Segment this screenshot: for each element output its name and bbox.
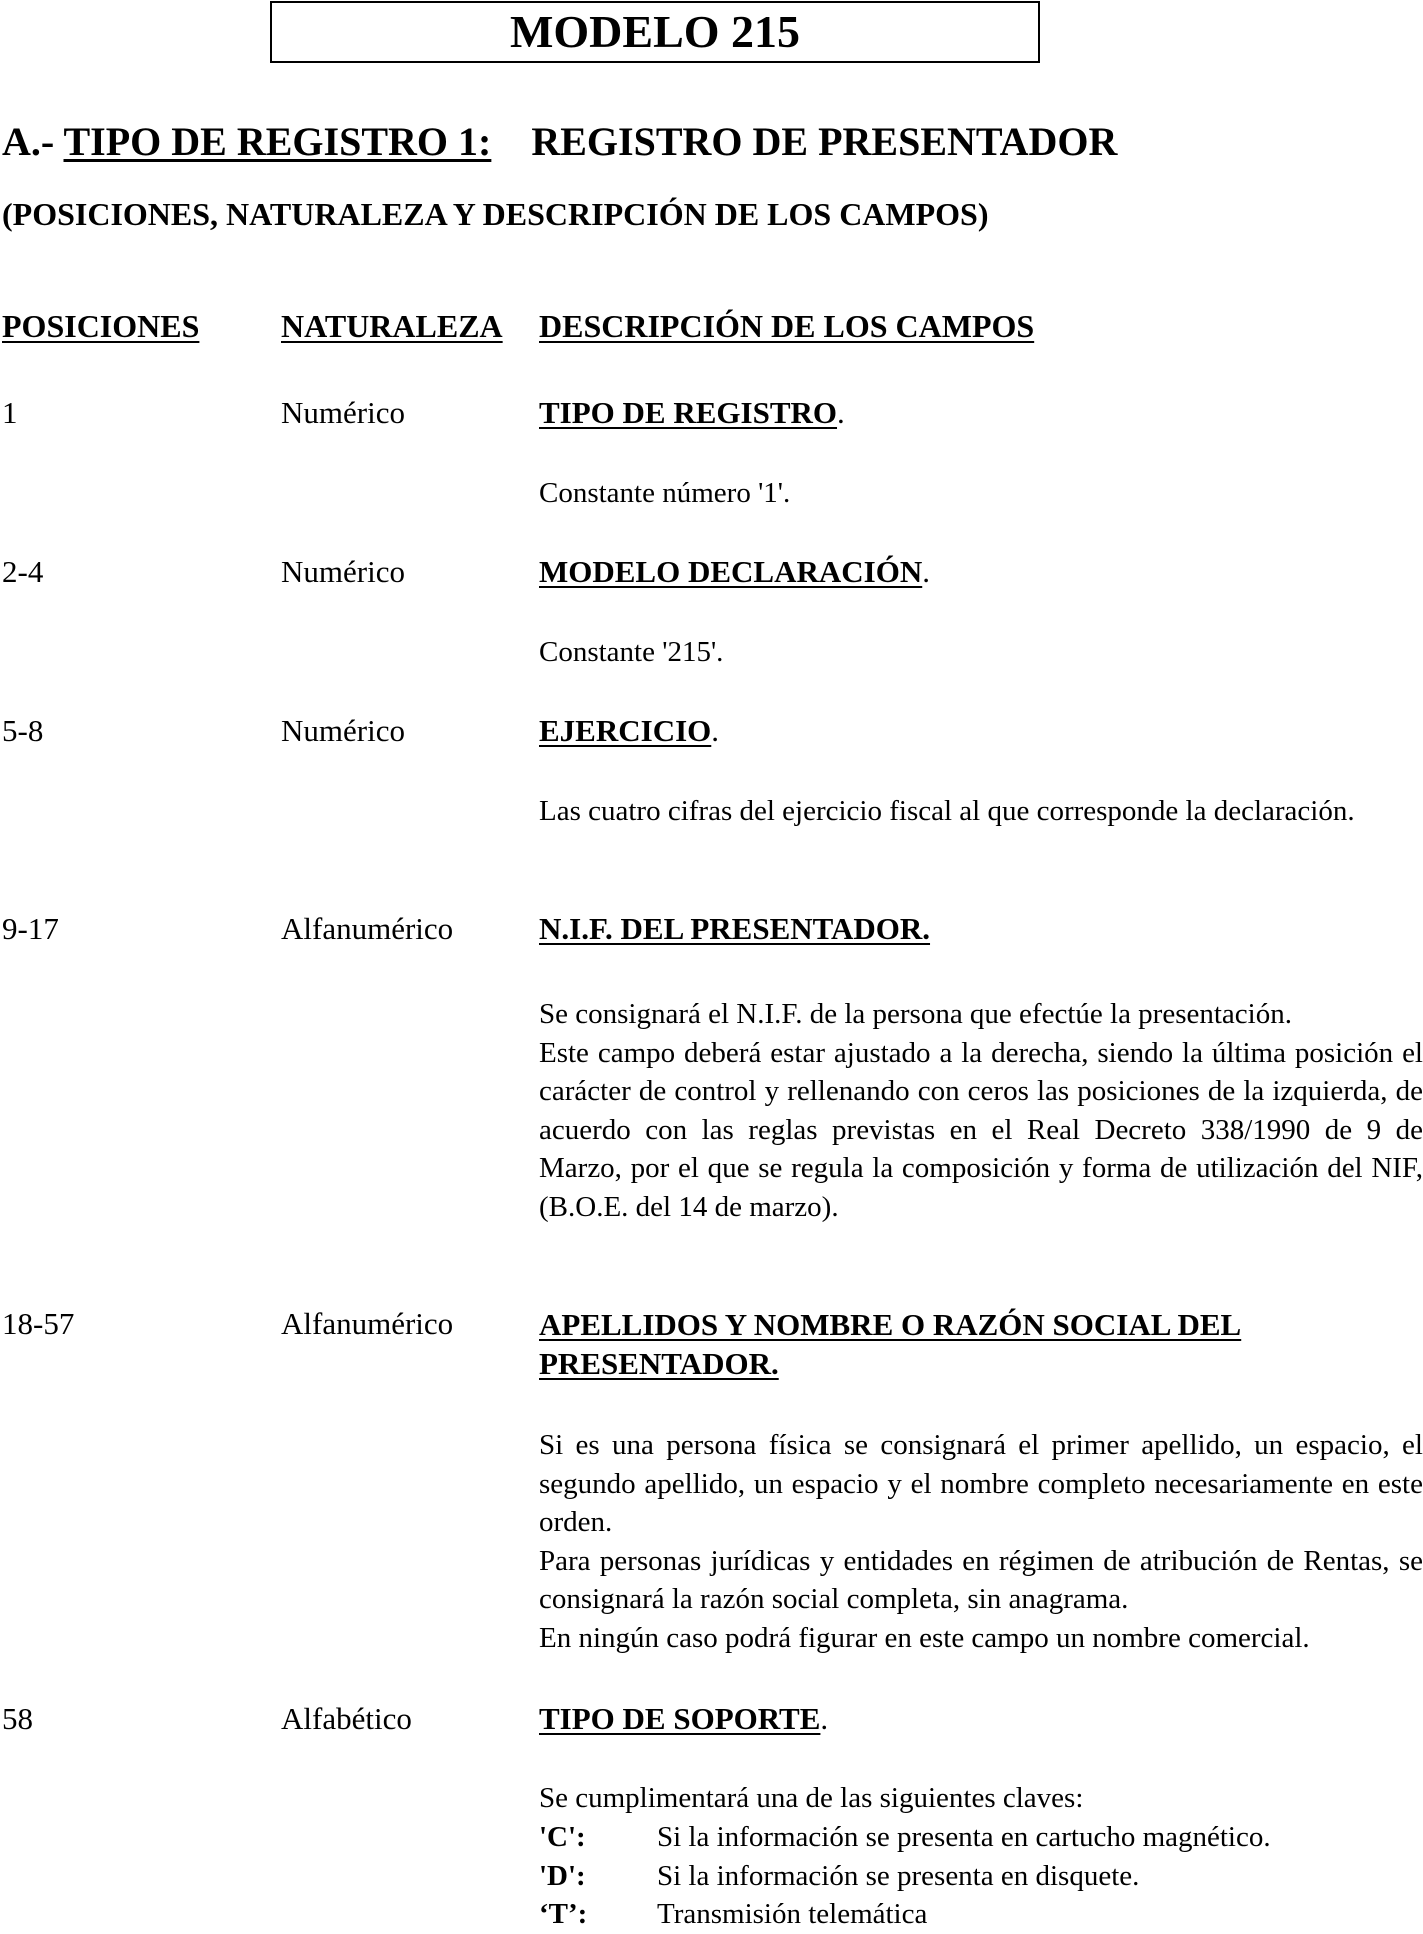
row-positions: 5-8 xyxy=(2,713,44,748)
row-description: Se consignará el N.I.F. de la persona que efectúe la presentación. Este campo deberá estar ajustado a la derecha, siendo la última posición el carácter de control y rellenando con ceros las posiciones de la izquierda, de acuerdo con las reglas previstas en el Real Decreto 338/1990 de 9 de Marzo, por el que se regula la composición y forma de utilización del NIF, (B.O.E. del 14 de marzo). xyxy=(539,998,1423,1223)
row-description: Se cumplimentará una de las siguientes claves: xyxy=(539,1782,1084,1814)
row-description: Las cuatro cifras del ejercicio fiscal al que corresponde la declaración. xyxy=(539,795,1355,827)
row-positions: 58 xyxy=(2,1701,33,1736)
key-code: 'D': xyxy=(539,1859,586,1892)
section-prefix: A.- xyxy=(2,119,55,164)
row-nature: Numérico xyxy=(281,554,405,589)
row-positions: 2-4 xyxy=(2,554,44,589)
row-nature: Alfanumérico xyxy=(281,911,454,946)
section-heading xyxy=(2,118,1117,166)
row-description: Constante '215'. xyxy=(539,636,724,668)
row-positions: 1 xyxy=(2,395,18,430)
key-item xyxy=(539,1895,1423,1934)
row-field-name: EJERCICIO. xyxy=(539,713,720,748)
row-field-name: MODELO DECLARACIÓN. xyxy=(539,554,930,589)
key-text: Transmisión telemática xyxy=(657,1898,928,1930)
row-nature: Alfanumérico xyxy=(281,1306,454,1341)
row-description: Si es una persona física se consignará el primer apellido, un espacio, el segundo apellido, un espacio y el nombre completo necesariamente en este orden. Para personas jurídicas y entidades en régimen de atribución de Rentas, se consignará la razón social completa, sin anagrama. En ningún caso podrá figurar en este campo un nombre comercial. xyxy=(539,1429,1423,1654)
section-subheading: (POSICIONES, NATURALEZA Y DESCRIPCIÓN DE LOS CAMPOS) xyxy=(2,196,989,232)
row-nature: Numérico xyxy=(281,395,405,430)
column-header-description: DESCRIPCIÓN DE LOS CAMPOS xyxy=(539,308,1035,344)
key-item xyxy=(539,1818,1423,1857)
key-text: Si la información se presenta en disquete. xyxy=(657,1859,1140,1892)
row-nature: Numérico xyxy=(281,713,405,748)
key-list xyxy=(539,1818,1423,1934)
row-positions: 18-57 xyxy=(2,1306,75,1341)
row-field-name: APELLIDOS Y NOMBRE O RAZÓN SOCIAL DEL PRESENTADOR. xyxy=(539,1307,1242,1381)
row-field-name: TIPO DE REGISTRO. xyxy=(539,395,845,430)
record-name: REGISTRO DE PRESENTADOR xyxy=(531,119,1118,164)
row-positions: 9-17 xyxy=(2,911,59,946)
row-description: Constante número '1'. xyxy=(539,477,791,509)
document-title: MODELO 215 xyxy=(270,1,1040,63)
column-headers xyxy=(0,306,1423,346)
row-field-name: TIPO DE SOPORTE. xyxy=(539,1701,829,1736)
key-item xyxy=(539,1857,1423,1896)
column-header-positions: POSICIONES xyxy=(2,308,200,344)
key-code: 'C': xyxy=(539,1821,586,1853)
column-header-nature: NATURALEZA xyxy=(281,308,503,344)
row-nature: Alfabético xyxy=(281,1701,412,1736)
record-type: TIPO DE REGISTRO 1: xyxy=(63,119,492,164)
key-text: Si la información se presenta en cartucho magnético. xyxy=(657,1821,1271,1853)
row-field-name: N.I.F. DEL PRESENTADOR. xyxy=(539,911,931,946)
key-code: ‘T’: xyxy=(539,1898,588,1930)
